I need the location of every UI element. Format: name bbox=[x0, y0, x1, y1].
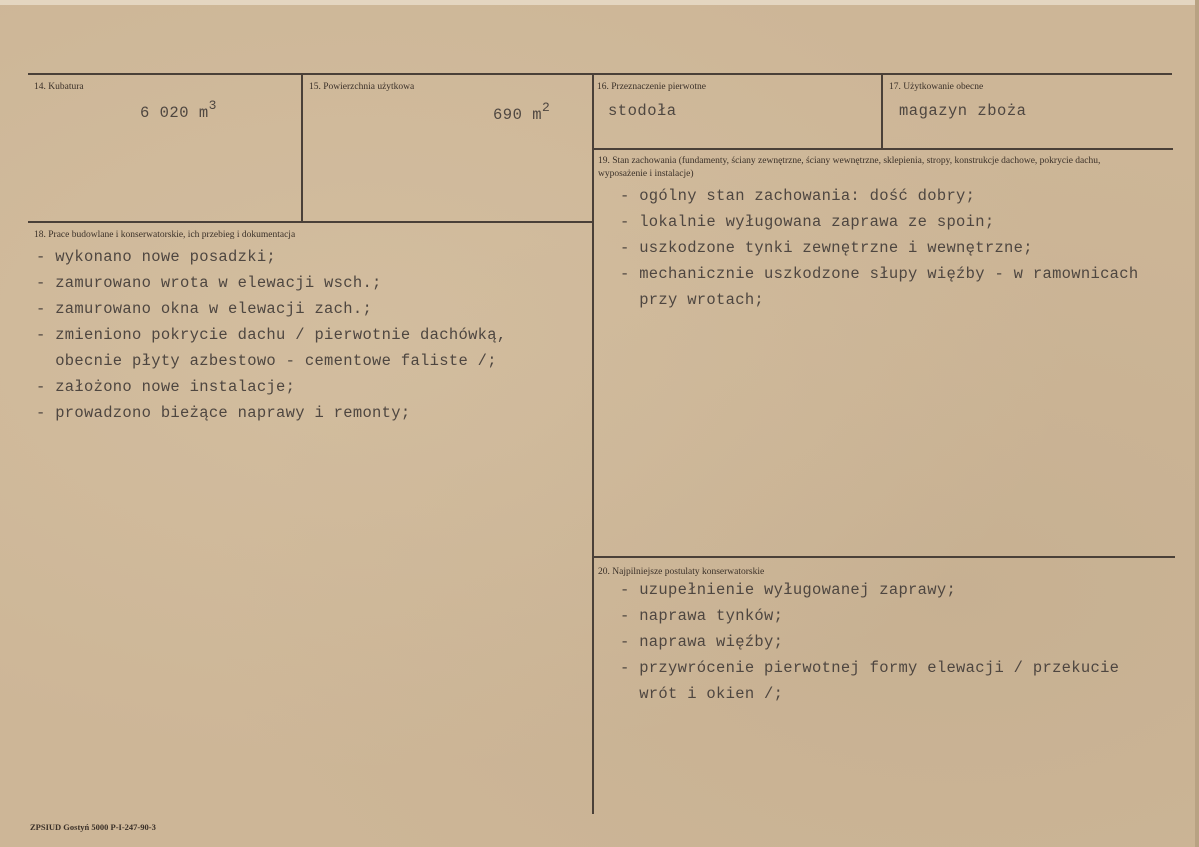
field-18-line: - zmieniono pokrycie dachu / pierwotnie dachówką, bbox=[36, 326, 507, 344]
field-15-value bbox=[493, 102, 550, 124]
field-18-line: - zamurowano okna w elewacji zach.; bbox=[36, 300, 373, 318]
field-18-line: obecnie płyty azbestowo - cementowe faliste /; bbox=[36, 352, 497, 370]
field-19-list bbox=[620, 183, 1138, 313]
field-20-label: 20. Najpilniejsze postulaty konserwatorskie bbox=[598, 567, 765, 577]
field-18-label: 18. Prace budowlane i konserwatorskie, ich przebieg i dokumentacja bbox=[34, 230, 296, 240]
field-15-label: 15. Powierzchnia użytkowa bbox=[309, 82, 415, 92]
field-19-line: - ogólny stan zachowania: dość dobry; bbox=[620, 187, 976, 205]
field-20-line: - przywrócenie pierwotnej formy elewacji / przekucie bbox=[620, 659, 1120, 677]
print-code: ZPSIUD Gostyń 5000 P-I-247-90-3 bbox=[30, 822, 156, 832]
field-15-exponent: 2 bbox=[542, 100, 551, 115]
field-15-number: 690 bbox=[493, 106, 523, 125]
divider-14-15 bbox=[301, 74, 303, 222]
field-20-line: wrót i okien /; bbox=[620, 685, 784, 703]
field-19-line: - lokalnie wyługowana zaprawa ze spoin; bbox=[620, 213, 995, 231]
field-16-label: 16. Przeznaczenie pierwotne bbox=[597, 82, 706, 92]
rule-below-19 bbox=[593, 556, 1175, 558]
field-19-label: 19. Stan zachowania (fundamenty, ściany zewnętrzne, ściany wewnętrzne, sklepienia, stropy, konstrukcje dachowe, pokrycie dachu, wyposażenie i instalacje) bbox=[598, 156, 1101, 179]
field-20-list bbox=[620, 577, 1119, 707]
field-20-line: - naprawa więźby; bbox=[620, 633, 784, 651]
field-14-exponent: 3 bbox=[208, 98, 217, 113]
field-14-value bbox=[140, 100, 217, 122]
divider-main bbox=[592, 74, 594, 814]
field-20-line: - naprawa tynków; bbox=[620, 607, 784, 625]
paper-edge-top bbox=[0, 0, 1199, 5]
field-20-line: - uzupełnienie wyługowanej zaprawy; bbox=[620, 581, 957, 599]
field-18-list bbox=[36, 244, 506, 426]
field-16-value: stodoła bbox=[608, 102, 677, 120]
field-19-line: przy wrotach; bbox=[620, 291, 765, 309]
field-18-line: - wykonano nowe posadzki; bbox=[36, 248, 277, 266]
top-rule bbox=[28, 73, 1172, 75]
field-17-value: magazyn zboża bbox=[899, 102, 1027, 120]
field-18-line: - założono nowe instalacje; bbox=[36, 378, 296, 396]
rule-below-16-17 bbox=[593, 148, 1173, 150]
field-14-label: 14. Kubatura bbox=[34, 82, 84, 92]
paper-edge-right bbox=[1195, 0, 1199, 847]
divider-16-17 bbox=[881, 74, 883, 149]
field-19-line: - uszkodzone tynki zewnętrzne i wewnętrzne; bbox=[620, 239, 1033, 257]
field-14-unit: m bbox=[198, 104, 209, 123]
field-18-line: - prowadzono bieżące naprawy i remonty; bbox=[36, 404, 411, 422]
rule-below-14-15 bbox=[28, 221, 593, 223]
field-18-line: - zamurowano wrota w elewacji wsch.; bbox=[36, 274, 382, 292]
field-19-line: - mechanicznie uszkodzone słupy więźby - w ramownicach bbox=[620, 265, 1139, 283]
field-14-number: 6 020 bbox=[140, 104, 190, 123]
field-15-unit: m bbox=[532, 106, 543, 125]
field-17-label: 17. Użytkowanie obecne bbox=[889, 82, 984, 92]
